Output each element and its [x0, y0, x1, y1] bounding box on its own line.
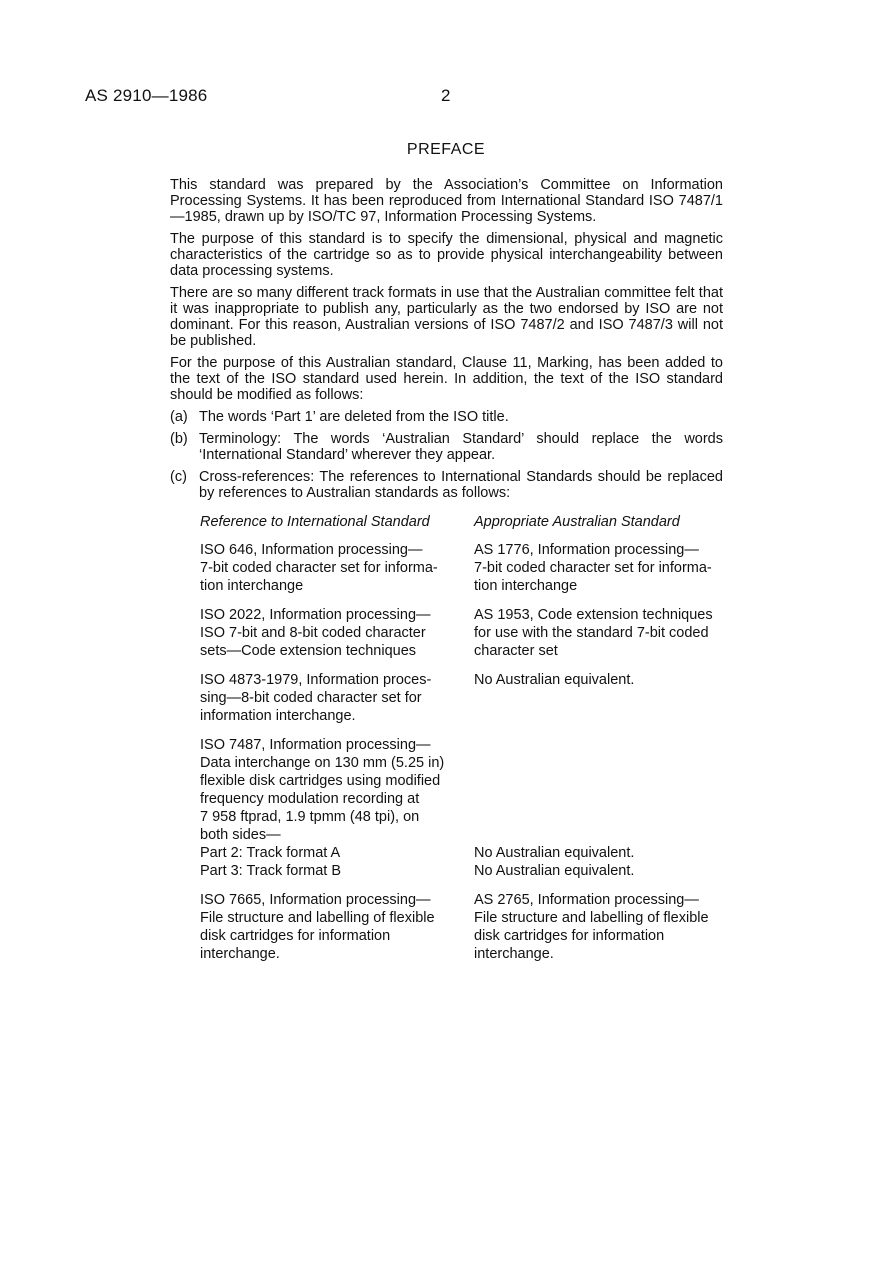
cell-line: File structure and labelling of flexible [474, 910, 709, 926]
cell-line: character set [474, 643, 558, 659]
cell-australian [474, 541, 730, 595]
list-item [170, 469, 723, 501]
list-item [170, 431, 723, 463]
list-item [170, 409, 723, 425]
reference-table [200, 513, 730, 974]
cell-line: ISO 2022, Information processing— [200, 607, 431, 623]
cell-line: flexible disk cartridges using modified [200, 773, 441, 789]
cell-line: ISO 646, Information processing— [200, 542, 423, 558]
cell-line: ISO 7-bit and 8-bit coded character [200, 625, 426, 641]
cell-line: ISO 7665, Information processing— [200, 892, 431, 908]
preface-paragraph: The purpose of this standard is to specify the dimensional, physical and magnetic characteristics of the cartridge so as to provide physical interchangeability between data processing systems. [170, 231, 723, 279]
cell-line [474, 689, 730, 707]
preface-body [170, 177, 723, 507]
table-row [200, 671, 730, 725]
cell-line: both sides— [200, 827, 281, 843]
cell-australian [474, 606, 730, 660]
cell-australian [474, 671, 730, 725]
list-text: Terminology: The words ‘Australian Standard’ should replace the words ‘International Standard’ wherever they appear. [199, 431, 723, 463]
page-number: 2 [441, 86, 451, 105]
cell-international [200, 891, 474, 963]
list-marker: (b) [170, 431, 188, 447]
cell-line: tion interchange [200, 578, 304, 594]
cell-line: ISO 7487, Information processing— [200, 737, 431, 753]
cell-line: for use with the standard 7-bit coded [474, 625, 709, 641]
page-title: PREFACE [406, 141, 486, 158]
preface-paragraph: There are so many different track formats in use that the Australian committee felt that it was inappropriate to publish any, particularly as the two endorsed by ISO are not dominant. For this reason, Australian versions of ISO 7487/2 and ISO 7487/3 will not be published. [170, 285, 723, 349]
cell-line: sets—Code extension techniques [200, 643, 417, 659]
cell-international [200, 736, 474, 880]
cell-line: tion interchange [474, 578, 578, 594]
cell-line: interchange. [474, 946, 554, 962]
cell-line: No Australian equivalent. [474, 672, 635, 688]
reference-table-header [200, 513, 730, 531]
cell-line: Part 3: Track format B [200, 863, 342, 879]
cell-line: Part 2: Track format A [200, 845, 341, 861]
cell-line [474, 736, 730, 754]
list-marker: (a) [170, 409, 188, 425]
cell-line: 7-bit coded character set for informa- [200, 560, 438, 576]
cell-line [474, 754, 730, 772]
cell-line: Data interchange on 130 mm (5.25 in) [200, 755, 445, 771]
cell-line: 7 958 ftprad, 1.9 tpmm (48 tpi), on [200, 809, 420, 825]
cell-line: interchange. [200, 946, 280, 962]
table-row [200, 736, 730, 880]
cell-line: AS 2765, Information processing— [474, 892, 699, 908]
cell-line: No Australian equivalent. [474, 863, 635, 879]
table-row [200, 606, 730, 660]
list-marker: (c) [170, 469, 187, 485]
cell-line: AS 1953, Code extension techniques [474, 607, 713, 623]
cell-line [474, 790, 730, 808]
cell-line: information interchange. [200, 708, 356, 724]
cell-international [200, 606, 474, 660]
reference-rows [200, 541, 730, 963]
standard-id: AS 2910—1986 [85, 86, 208, 105]
preface-paragraph: For the purpose of this Australian standard, Clause 11, Marking, has been added to the text of the ISO standard used herein. In addition, the text of the ISO standard should be modified as follows: [170, 355, 723, 403]
header-international: Reference to International Standard [200, 514, 430, 530]
cell-australian [474, 736, 730, 880]
cell-line: ISO 4873-1979, Information proces- [200, 672, 432, 688]
header-australian: Appropriate Australian Standard [474, 514, 680, 530]
cell-line: disk cartridges for information [200, 928, 391, 944]
table-row [200, 891, 730, 963]
cell-line: frequency modulation recording at [200, 791, 420, 807]
table-row [200, 541, 730, 595]
cell-australian [474, 891, 730, 963]
preface-paragraph: This standard was prepared by the Association’s Committee on Information Processing Systems. It has been reproduced from International Standard ISO 7487/1—1985, drawn up by ISO/TC 97, Information Processing Systems. [170, 177, 723, 225]
cell-line: File structure and labelling of flexible [200, 910, 435, 926]
cell-line [474, 772, 730, 790]
cell-line [474, 808, 730, 826]
cell-line: sing—8-bit coded character set for [200, 690, 422, 706]
cell-line [474, 707, 730, 725]
cell-line: disk cartridges for information [474, 928, 665, 944]
cell-line: 7-bit coded character set for informa- [474, 560, 712, 576]
cell-line: No Australian equivalent. [474, 845, 635, 861]
cell-line: AS 1776, Information processing— [474, 542, 699, 558]
cell-international [200, 671, 474, 725]
cell-international [200, 541, 474, 595]
list-text: The words ‘Part 1’ are deleted from the ISO title. [199, 409, 509, 425]
cell-line [474, 826, 730, 844]
list-text: Cross-references: The references to International Standards should be replaced by references to Australian standards as follows: [199, 469, 723, 501]
